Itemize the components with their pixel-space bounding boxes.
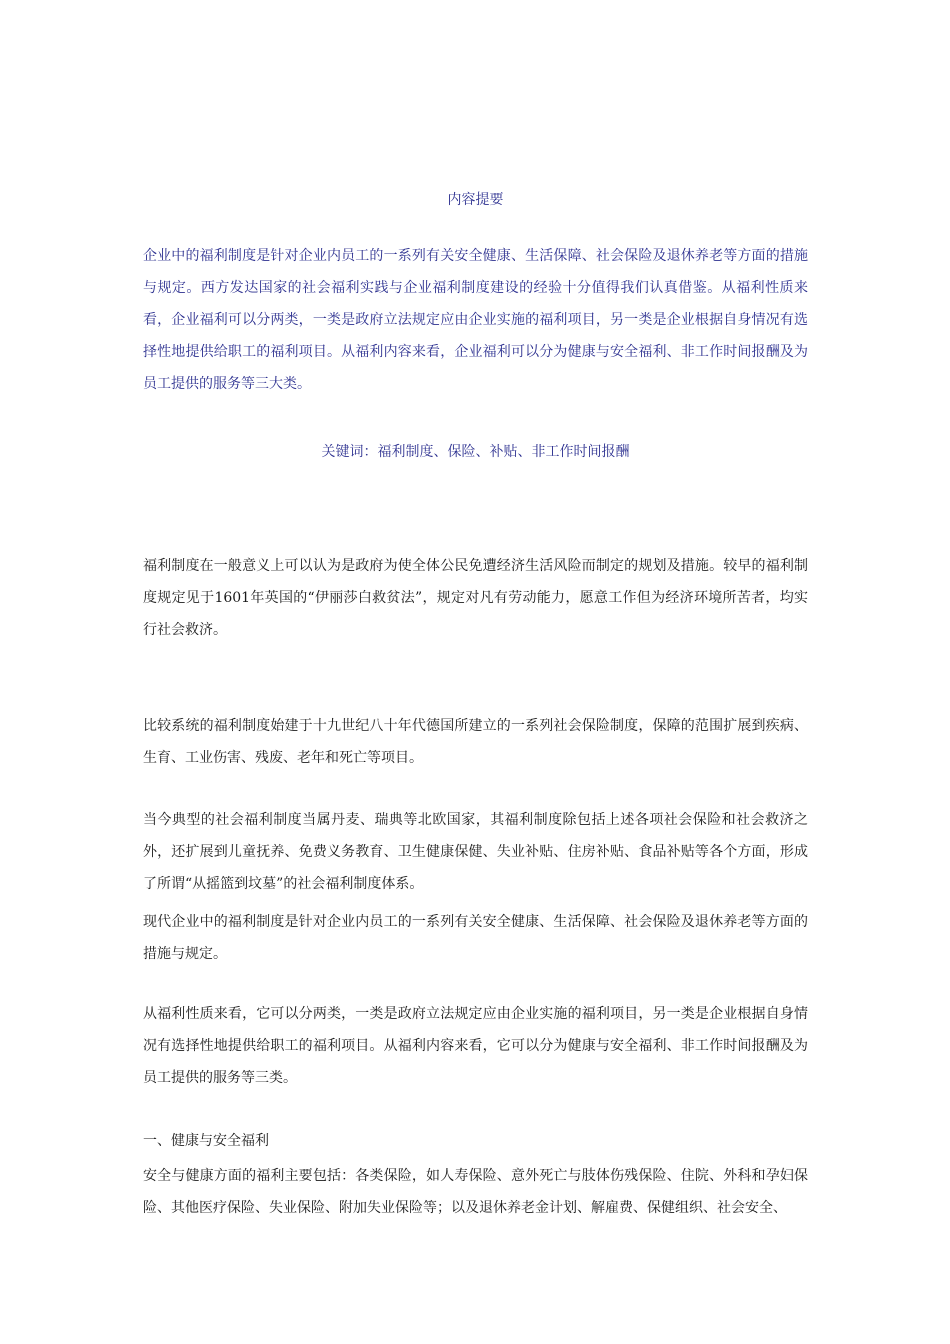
- body-paragraph-6: 安全与健康方面的福利主要包括：各类保险，如人寿保险、意外死亡与肢体伤残保险、住院、外科和孕妇保险、其他医疗保险、失业保险、附加失业保险等；以及退休养老金计划、解雇费、保健组织、社会安全、: [143, 1168, 808, 1216]
- body-paragraph-1: 福利制度在一般意义上可以认为是政府为使全体公民免遭经济生活风险而制定的规划及措施。较早的福利制度规定见于1601年英国的“伊丽莎白救贫法”，规定对凡有劳动能力，愿意工作但为经济环境所苦者，均实行社会救济。: [143, 558, 808, 638]
- keywords-line: 关键词：福利制度、保险、补贴、非工作时间报酬: [321, 444, 630, 460]
- body-paragraph-5: 从福利性质来看，它可以分两类，一类是政府立法规定应由企业实施的福利项目，另一类是企业根据自身情况有选择性地提供给职工的福利项目。从福利内容来看，它可以分为健康与安全福利、非工作时间报酬及为员工提供的服务等三类。: [143, 1006, 808, 1086]
- body-paragraph-3: 当今典型的社会福利制度当属丹麦、瑞典等北欧国家，其福利制度除包括上述各项社会保险和社会救济之外，还扩展到儿童抚养、免费义务教育、卫生健康保健、失业补贴、住房补贴、食品补贴等各个方面，形成了所谓“从摇篮到坟墓”的社会福利制度体系。: [143, 812, 808, 892]
- summary-title: 内容提要: [447, 192, 504, 208]
- body-paragraph-4: 现代企业中的福利制度是针对企业内员工的一系列有关安全健康、生活保障、社会保险及退休养老等方面的措施与规定。: [143, 914, 808, 962]
- summary-paragraph: 企业中的福利制度是针对企业内员工的一系列有关安全健康、生活保障、社会保险及退休养老等方面的措施与规定。西方发达国家的社会福利实践与企业福利制度建设的经验十分值得我们认真借鉴。从福利性质来看，企业福利可以分两类，一类是政府立法规定应由企业实施的福利项目，另一类是企业根据自身情况有选择性地提供给职工的福利项目。从福利内容来看，企业福利可以分为健康与安全福利、非工作时间报酬及为员工提供的服务等三大类。: [143, 248, 808, 392]
- section-heading-1: 一、健康与安全福利: [143, 1133, 269, 1149]
- body-paragraph-2: 比较系统的福利制度始建于十九世纪八十年代德国所建立的一系列社会保险制度，保障的范围扩展到疾病、生育、工业伤害、残废、老年和死亡等项目。: [143, 718, 808, 766]
